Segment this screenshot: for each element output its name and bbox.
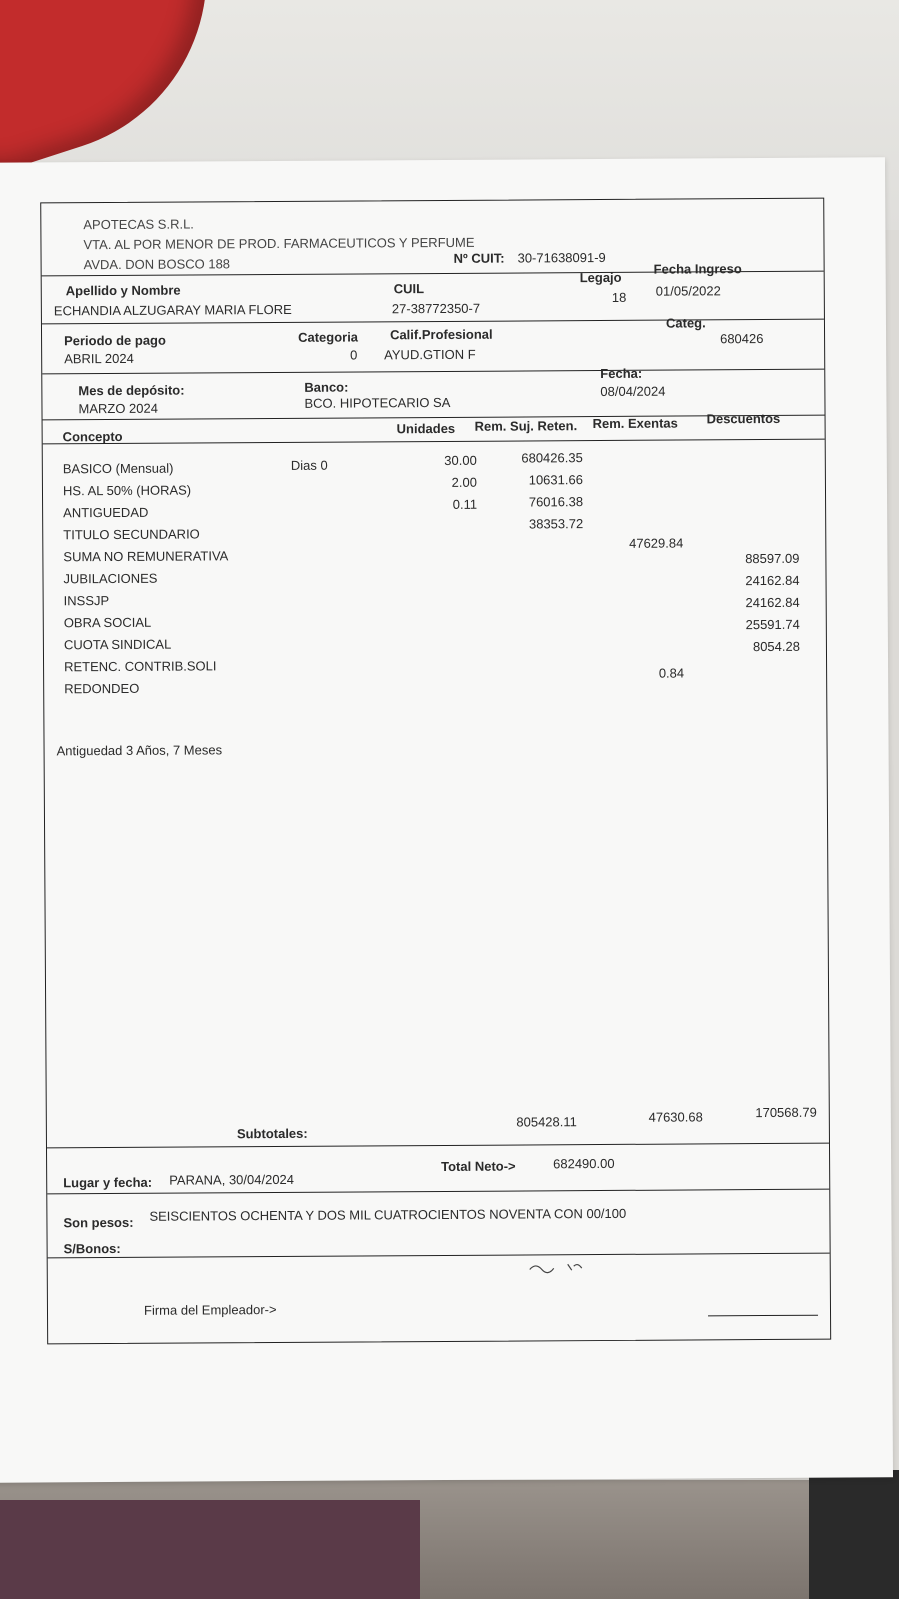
- row-rem-suj: 680426.35: [521, 450, 583, 466]
- legajo-value: 18: [611, 289, 627, 305]
- col-concepto: Concepto: [62, 428, 123, 445]
- fecha-label: Fecha:: [600, 365, 643, 382]
- row-unidades: 0.11: [452, 496, 478, 512]
- firma-label: Firma del Empleador->: [143, 1302, 277, 1318]
- ingreso-label: Fecha Ingreso: [653, 261, 742, 277]
- categoria-value: 0: [350, 347, 358, 363]
- calif-value: AYUD.GTION F: [384, 346, 476, 363]
- row-concepto: RETENC. CONTRIB.SOLI: [64, 658, 217, 675]
- periodo-value: ABRIL 2024: [64, 350, 134, 367]
- categ-value: 680426: [720, 331, 764, 347]
- total-neto-value: 682490.00: [553, 1155, 615, 1172]
- employee-name: ECHANDIA ALZUGARAY MARIA FLORE: [53, 301, 292, 319]
- col-rem-suj: Rem. Suj. Reten.: [474, 418, 578, 434]
- row-concepto: ANTIGUEDAD: [63, 504, 149, 521]
- legajo-label: Legajo: [579, 269, 622, 286]
- row-desc: 25591.74: [745, 616, 800, 633]
- banco-value: BCO. HIPOTECARIO SA: [304, 394, 451, 411]
- son-pesos-label: Son pesos:: [63, 1214, 134, 1231]
- row-desc: 24162.84: [745, 594, 800, 611]
- row-unidades: 2.00: [451, 474, 477, 490]
- antiguedad-text: Antiguedad 3 Años, 7 Meses: [56, 742, 223, 759]
- row-desc: 88597.09: [745, 550, 800, 567]
- col-unidades: Unidades: [396, 420, 456, 437]
- signature-line: [708, 1315, 818, 1317]
- row-concepto: CUOTA SINDICAL: [63, 636, 172, 653]
- company-name: APOTECAS S.R.L.: [83, 216, 194, 233]
- row-rem-ex: 0.84: [658, 665, 685, 681]
- categoria-label: Categoria: [298, 329, 359, 345]
- subtotales-label: Subtotales:: [236, 1125, 308, 1142]
- periodo-label: Periodo de pago: [64, 332, 166, 349]
- mes-deposito-value: MARZO 2024: [78, 400, 159, 417]
- name-label: Apellido y Nombre: [65, 282, 181, 299]
- categ-label: Categ.: [665, 315, 706, 331]
- cuil-label: CUIL: [393, 281, 425, 297]
- row-concepto: OBRA SOCIAL: [63, 614, 152, 631]
- company-activity: VTA. AL POR MENOR DE PROD. FARMACEUTICOS Y PERFUME: [83, 234, 475, 253]
- row-concepto: JUBILACIONES: [63, 570, 158, 587]
- fecha-value: 08/04/2024: [600, 383, 666, 400]
- row-desc: 8054.28: [752, 638, 800, 655]
- row-concepto: HS. AL 50% (HORAS): [62, 482, 192, 499]
- subtotal-desc: 170568.79: [755, 1104, 817, 1121]
- company-address: AVDA. DON BOSCO 188: [83, 256, 231, 273]
- son-pesos-value: SEISCIENTOS OCHENTA Y DOS MIL CUATROCIENTOS NOVENTA CON 00/100: [149, 1205, 627, 1224]
- col-descuentos: Descuentos: [706, 410, 781, 427]
- bonos-label: S/Bonos:: [63, 1240, 121, 1257]
- payslip-sheet: [0, 157, 893, 1482]
- cuil-value: 27-38772350-7: [391, 300, 481, 317]
- total-neto-label: Total Neto->: [441, 1158, 516, 1174]
- row-concepto: SUMA NO REMUNERATIVA: [63, 548, 229, 565]
- ingreso-value: 01/05/2022: [655, 283, 721, 299]
- mes-deposito-label: Mes de depósito:: [78, 382, 185, 399]
- row-extra: Dias 0: [290, 457, 328, 473]
- cuit-label: Nº CUIT:: [453, 250, 505, 266]
- row-concepto: BASICO (Mensual): [62, 460, 174, 477]
- lugar-label: Lugar y fecha:: [63, 1174, 153, 1191]
- row-rem-suj: 38353.72: [528, 516, 584, 532]
- row-concepto: INSSJP: [63, 593, 110, 609]
- row-desc: 24162.84: [745, 572, 800, 589]
- floor-shadow: [0, 1500, 420, 1599]
- banco-label: Banco:: [304, 379, 349, 395]
- calif-label: Calif.Profesional: [389, 326, 493, 343]
- row-rem-suj: 10631.66: [528, 472, 583, 488]
- handwritten-mark: [528, 1260, 588, 1274]
- row-unidades: 30.00: [444, 452, 477, 468]
- row-rem-suj: 76016.38: [528, 494, 584, 510]
- subtotal-rem-ex: 47630.68: [648, 1109, 703, 1125]
- subtotal-rem-suj: 805428.11: [516, 1114, 577, 1130]
- floor-corner: [809, 1470, 899, 1599]
- row-concepto: REDONDEO: [64, 680, 140, 697]
- col-rem-ex: Rem. Exentas: [592, 415, 678, 432]
- row-concepto: TITULO SECUNDARIO: [63, 526, 200, 543]
- lugar-value: PARANA, 30/04/2024: [169, 1171, 295, 1188]
- payslip-form: [40, 198, 831, 1345]
- row-rem-ex: 47629.84: [629, 535, 684, 551]
- cuit-value: 30-71638091-9: [517, 249, 606, 266]
